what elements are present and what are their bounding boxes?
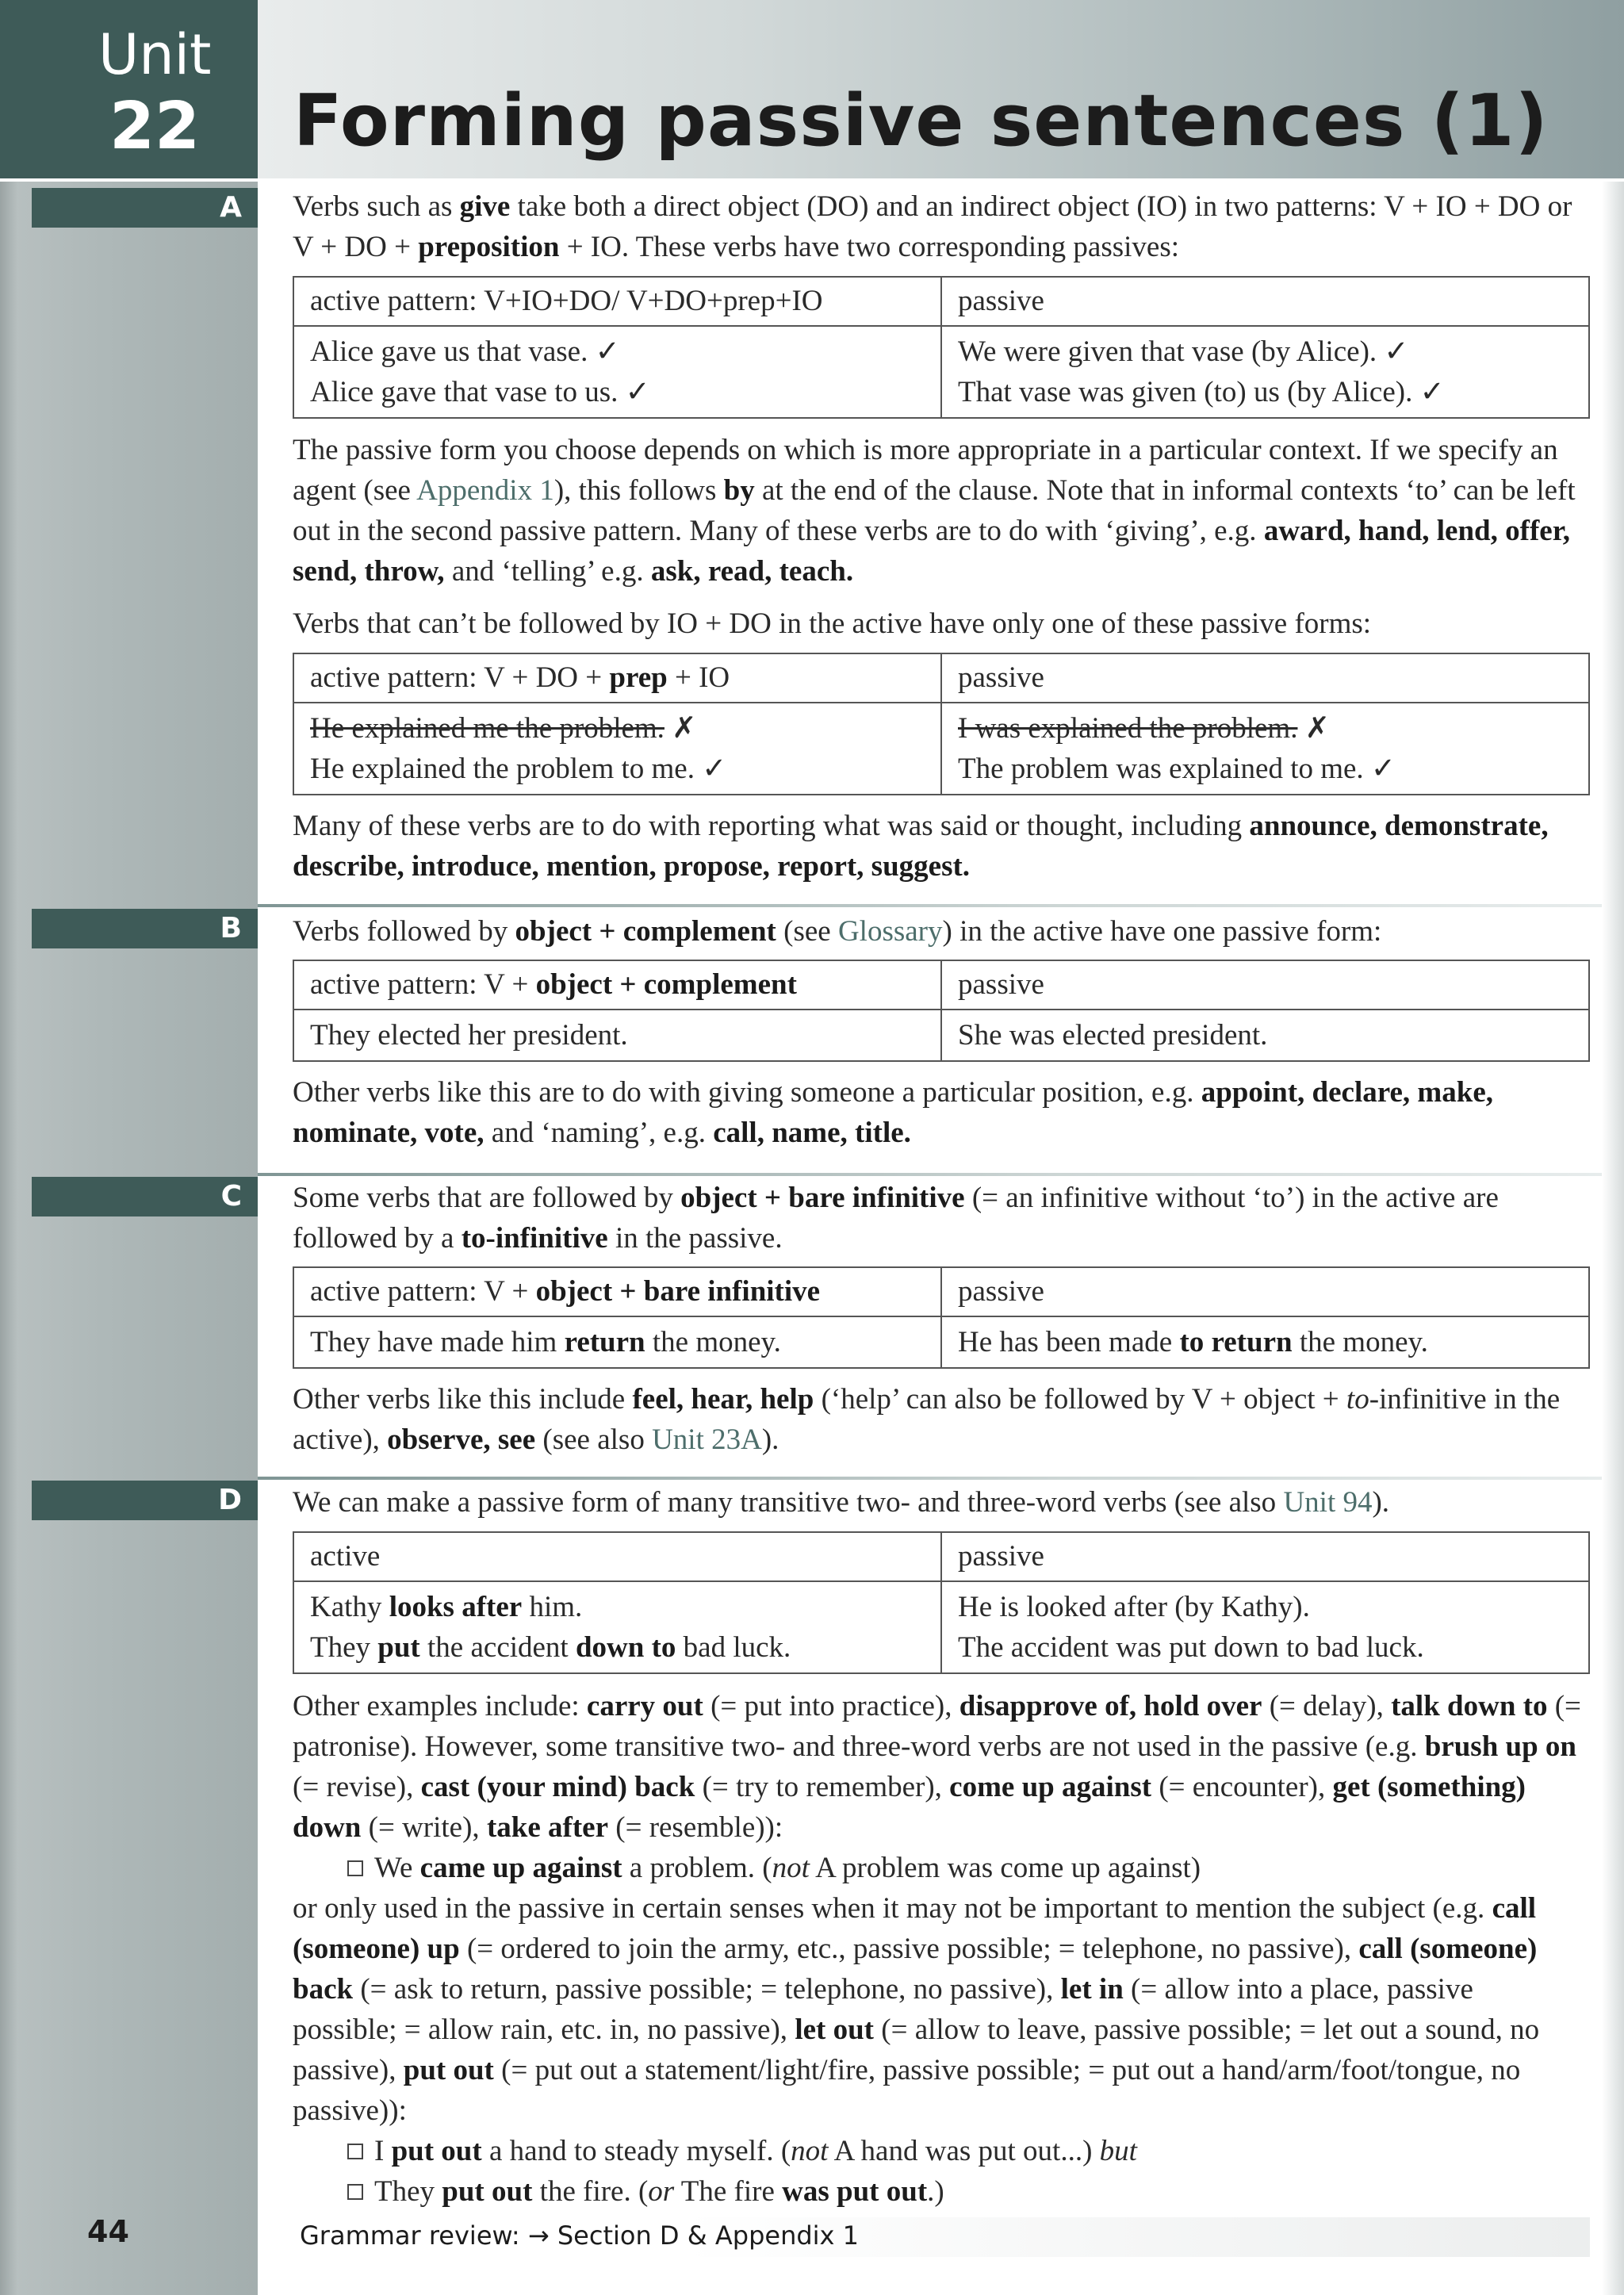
text-run: They (310, 1631, 378, 1664)
keyword: put (377, 1631, 420, 1664)
text-run: (= try to remember), (695, 1771, 950, 1803)
italic-text: not (791, 2135, 829, 2167)
text-run: (= encounter), (1151, 1771, 1333, 1803)
table-cell-active (293, 1316, 941, 1368)
italic-text: not (772, 1852, 810, 1884)
text-run: ) in the active have one passive form: (942, 915, 1382, 948)
text-run: (= write), (361, 1811, 487, 1844)
cross-reference: Unit 94 (1283, 1486, 1373, 1519)
section-separator (258, 1173, 1602, 1176)
section-b-intro (293, 911, 1581, 952)
table-cell-passive: She was elected president. (941, 1010, 1589, 1061)
keyword: to return (1179, 1326, 1293, 1358)
keyword: call (someone) up (293, 1892, 1537, 1965)
keyword: put out (442, 2175, 533, 2208)
text-run: Many of these verbs are to do with reporting what was said or thought, including (293, 810, 1250, 842)
unit-label: Unit (98, 22, 212, 87)
text-run: (= allow to leave, passive possible; = let out a sound, no passive), (293, 2013, 1540, 2086)
table-header-active (293, 653, 941, 703)
text-run: Other verbs like this are to do with giving someone a particular position, e.g. (293, 1076, 1201, 1109)
section-separator (258, 1477, 1602, 1480)
keyword: give (459, 190, 511, 223)
struck-text: He explained me the problem. (310, 712, 665, 745)
section-a-tab: A (32, 188, 258, 228)
page-title: Forming passive sentences (1) (293, 79, 1549, 163)
keyword: talk down to (1391, 1690, 1548, 1722)
text-run: Kathy (310, 1591, 389, 1623)
example-sentence: The problem was explained to me. ✓ (958, 753, 1396, 785)
text-run: He has been made (958, 1326, 1180, 1358)
text-run: The fire (674, 2175, 783, 2208)
example-sentence: The accident was put down to bad luck. (958, 1631, 1424, 1664)
table-d-multiword-verbs (293, 1531, 1590, 1674)
text-run: Other verbs like this include (293, 1383, 633, 1416)
text-run: I (374, 2135, 392, 2167)
table-header-passive: passive (941, 653, 1589, 703)
text-run: active pattern: V + (310, 968, 536, 1001)
keyword: brush up on (1424, 1730, 1577, 1763)
text-run: a hand to steady myself. ( (481, 2135, 791, 2167)
table-header-active (293, 1267, 941, 1316)
keyword: cast (your mind) back (420, 1771, 695, 1803)
text-run: (= resemble)): (608, 1811, 783, 1844)
keyword: prep (609, 661, 668, 694)
cross-mark: ✗ (1297, 712, 1330, 745)
checkbox-bullet-icon (347, 1860, 363, 1876)
text-run: ), this follows (553, 474, 724, 507)
example-sentence (310, 1627, 925, 1668)
section-separator (258, 904, 1602, 907)
text-run: (= revise), (293, 1771, 421, 1803)
section-c-intro (293, 1178, 1581, 1259)
example-sentence: He is looked after (by Kathy). (958, 1591, 1310, 1623)
page-edge-shadow (1602, 182, 1624, 2295)
text-run: the accident (419, 1631, 576, 1664)
section-a-intro (293, 186, 1581, 267)
text-run: Verbs such as (293, 190, 460, 223)
text-run: ). (761, 1423, 779, 1456)
text-run: Other examples include: (293, 1690, 587, 1722)
text-run: (see also (535, 1423, 653, 1456)
incorrect-example (310, 708, 925, 749)
text-run: the money. (645, 1326, 781, 1358)
table-header-passive: passive (941, 277, 1589, 326)
table-header-active: active (293, 1532, 941, 1581)
keyword: appoint, declare, make, nominate, vote, (293, 1076, 1494, 1149)
text-run: active pattern: V + DO + (310, 661, 610, 694)
keyword: object + complement (535, 968, 797, 1001)
italic-text: to (1346, 1383, 1369, 1416)
margin-shade (0, 0, 17, 2295)
table-cell-passive (941, 703, 1589, 795)
table-header-active: active pattern: V+IO+DO/ V+DO+prep+IO (293, 277, 941, 326)
example-item (347, 2171, 1616, 2212)
table-header-passive: passive (941, 1532, 1589, 1581)
example-sentence: He explained the problem to me. ✓ (310, 753, 727, 785)
example-sentence: Alice gave us that vase. ✓ (310, 335, 620, 368)
table-c-bare-infinitive (293, 1266, 1590, 1369)
section-d-explanation (293, 1686, 1581, 1848)
text-run: We can make a passive form of many transitive two- and three-word verbs (see also (293, 1486, 1284, 1519)
text-run: (= put out a statement/light/fire, passive possible; = put out a hand/arm/foot/tongue, no passive)): (293, 2054, 1521, 2127)
table-cell-passive (941, 1581, 1589, 1673)
checkbox-bullet-icon (347, 2144, 363, 2159)
example-item (347, 2131, 1616, 2171)
text-run: They have made him (310, 1326, 565, 1358)
keyword: ask, read, teach. (650, 555, 854, 588)
cross-reference: Glossary (837, 915, 943, 948)
text-run: the fire. ( (532, 2175, 649, 2208)
text-run: (= allow into a place, passive possible; = allow rain, etc. in, no passive), (293, 1973, 1473, 2046)
left-margin-band (0, 0, 258, 2295)
section-a-explanation (293, 430, 1581, 592)
table-a-explain-patterns (293, 653, 1590, 795)
keyword: by (723, 474, 755, 507)
text-run: A problem was come up against) (809, 1852, 1201, 1884)
text-run: ). (1372, 1486, 1390, 1519)
text-run: + IO (667, 661, 730, 694)
text-run: take both a direct object (DO) and an indirect object (IO) in two patterns: V + IO + DO or V + DO + (293, 190, 1572, 263)
keyword: disapprove of, hold over (959, 1690, 1262, 1722)
italic-text: but (1099, 2135, 1137, 2167)
text-run: in the passive. (607, 1222, 783, 1255)
page-number: 44 (87, 2214, 129, 2249)
text-run: The passive form you choose depends on which is more appropriate in a particular context. If we specify an agent (see (293, 434, 1558, 507)
section-c-explanation (293, 1379, 1581, 1460)
text-run: (= patronise). However, some transitive two- and three-word verbs are not used in the passive (e.g. (293, 1690, 1581, 1763)
table-b-complement (293, 960, 1590, 1062)
text-run: We (374, 1852, 420, 1884)
table-header-active (293, 960, 941, 1010)
section-a-note: Verbs that can’t be followed by IO + DO in the active have only one of these passive forms: (293, 607, 1372, 640)
text-run: + IO. These verbs have two corresponding passives: (559, 231, 1180, 263)
text-run: and ‘naming’, e.g. (484, 1117, 714, 1149)
example-sentence (310, 1587, 925, 1627)
section-b-tab: B (32, 909, 258, 948)
section-b-explanation (293, 1072, 1581, 1153)
keyword: come up against (949, 1771, 1152, 1803)
text-run: (= ordered to join the army, etc., passive possible; = telephone, no passive), (459, 1933, 1359, 1965)
table-cell-active: They elected her president. (293, 1010, 941, 1061)
keyword: object + complement (515, 915, 776, 948)
keyword: let in (1060, 1973, 1124, 2006)
example-sentence: That vase was given (to) us (by Alice). ✓ (958, 376, 1445, 408)
section-d-intro (293, 1482, 1581, 1523)
table-cell-active (293, 703, 941, 795)
text-run: (= ask to return, passive possible; = telephone, no passive), (353, 1973, 1061, 2006)
table-cell-active (293, 326, 941, 418)
example-sentence: We were given that vase (by Alice). ✓ (958, 335, 1409, 368)
section-c-tab: C (32, 1177, 258, 1216)
table-a-give-patterns (293, 276, 1590, 419)
text-run: (= put into practice), (703, 1690, 959, 1722)
header-rule (0, 178, 1624, 182)
keyword: to-infinitive (461, 1222, 608, 1255)
text-run: active pattern: V + (310, 1275, 536, 1308)
text-run: him. (522, 1591, 583, 1623)
table-cell-passive (941, 326, 1589, 418)
text-run: the money. (1292, 1326, 1428, 1358)
table-cell-active (293, 1581, 941, 1673)
text-run: a problem. ( (622, 1852, 772, 1884)
text-run: A hand was put out...) (828, 2135, 1100, 2167)
example-item (347, 1848, 1616, 1888)
text-run: They (374, 2175, 442, 2208)
grammar-review-reference: Grammar review: → Section D & Appendix 1 (300, 2220, 860, 2251)
keyword: put out (391, 2135, 482, 2167)
keyword: get (something) down (293, 1771, 1526, 1844)
keyword: looks after (389, 1591, 523, 1623)
keyword: carry out (586, 1690, 703, 1722)
checkbox-bullet-icon (347, 2184, 363, 2200)
keyword: preposition (418, 231, 560, 263)
table-cell-passive (941, 1316, 1589, 1368)
unit-number: 22 (109, 89, 201, 164)
struck-text: I was explained the problem. (958, 712, 1298, 745)
section-d-tab: D (32, 1481, 258, 1520)
text-run: bad luck. (676, 1631, 791, 1664)
section-a-reporting-verbs (293, 806, 1581, 887)
text-run: .) (927, 2175, 944, 2208)
keyword: put out (403, 2054, 494, 2086)
cross-reference: Appendix 1 (416, 474, 554, 507)
keyword: return (564, 1326, 645, 1358)
text-run: (= an infinitive without ‘to’) in the active are followed by a (293, 1182, 1499, 1255)
text-run: -infinitive in the active), (293, 1383, 1561, 1456)
keyword: down to (575, 1631, 676, 1664)
incorrect-example (958, 708, 1572, 749)
italic-text: or (648, 2175, 675, 2208)
keyword: object + bare infinitive (535, 1275, 821, 1308)
text-run: Verbs followed by (293, 915, 515, 948)
text-run: (‘help’ can also be followed by V + object + (814, 1383, 1346, 1416)
keyword: call (someone) back (293, 1933, 1538, 2006)
table-header-passive: passive (941, 960, 1589, 1010)
text-run: and ‘telling’ e.g. (444, 555, 651, 588)
keyword: object + bare infinitive (680, 1182, 965, 1214)
keyword: take after (486, 1811, 608, 1844)
cross-mark: ✗ (664, 712, 697, 745)
cross-reference: Unit 23A (652, 1423, 762, 1456)
keyword: announce, demonstrate, describe, introduce, mention, propose, report, suggest. (293, 810, 1549, 883)
keyword: let out (795, 2013, 874, 2046)
keyword: feel, hear, help (632, 1383, 814, 1416)
example-sentence: Alice gave that vase to us. ✓ (310, 376, 650, 408)
keyword: call, name, title. (713, 1117, 911, 1149)
keyword: was put out (782, 2175, 928, 2208)
section-d-senses (293, 1888, 1581, 2131)
text-run: Some verbs that are followed by (293, 1182, 681, 1214)
table-header-passive: passive (941, 1267, 1589, 1316)
text-run: at the end of the clause. Note that in informal contexts ‘to’ can be left out in the second passive pattern. Many of these verbs are to do with ‘giving’, e.g. (293, 474, 1576, 547)
text-run: (see (776, 915, 838, 948)
unit-badge (0, 0, 258, 178)
keyword: came up against (419, 1852, 622, 1884)
keyword: observe, see (387, 1423, 536, 1456)
text-run: or only used in the passive in certain senses when it may not be important to mention the subject (e.g. (293, 1892, 1492, 1925)
keyword: award, hand, lend, offer, send, throw, (293, 515, 1570, 588)
text-run: (= delay), (1262, 1690, 1392, 1722)
